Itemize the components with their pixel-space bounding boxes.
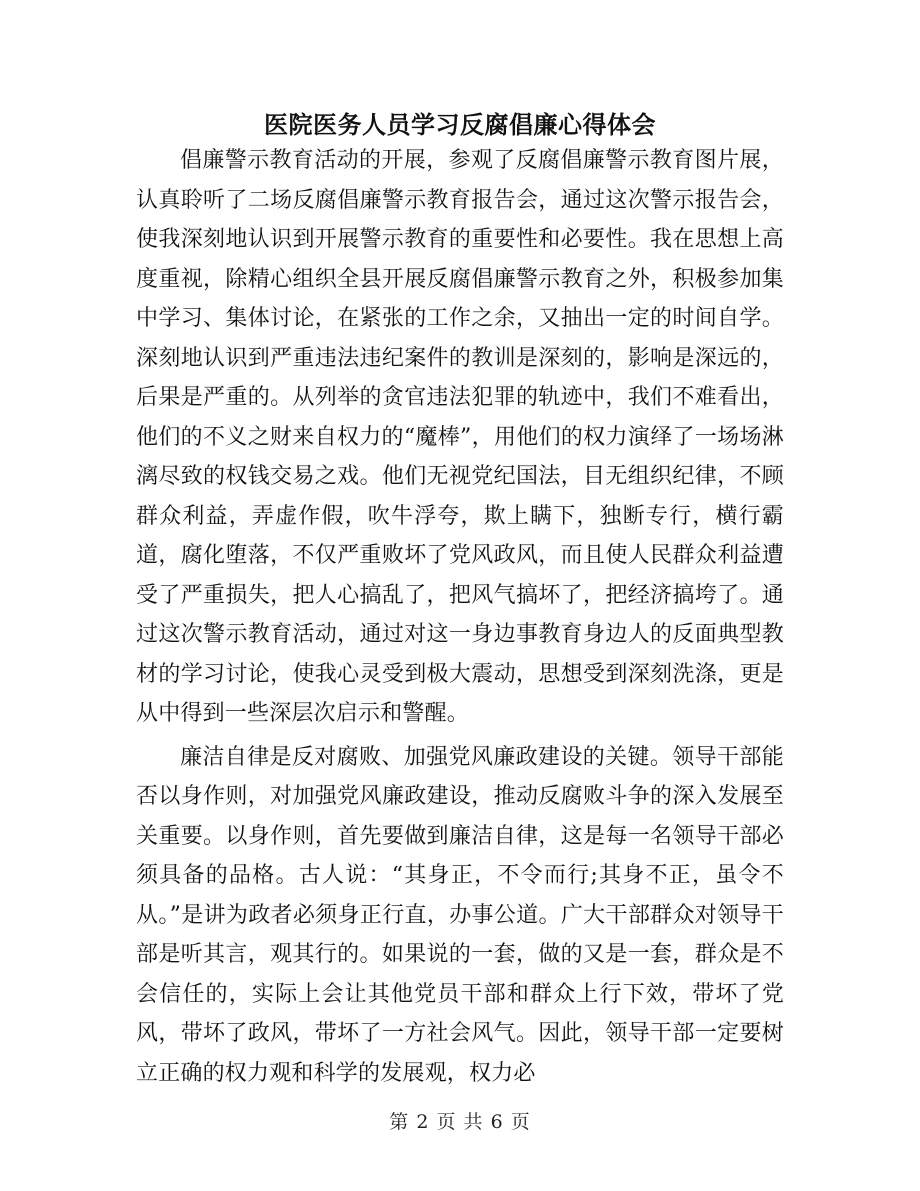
body-paragraph-2: 廉洁自律是反对腐败、加强党风廉政建设的关键。领导干部能否以身作则，对加强党风廉政建设，推动反腐败斗争的深入发展至关重要。以身作则，首先要做到廉洁自律，这是每一名领导干部必须具备的品格。古人说：“其身正，不令而行;其身不正，虽令不从。”是讲为政者必须身正行直，办事公道。广大干部群众对领导干部是听其言，观其行的。如果说的一套，做的又是一套，群众是不会信任的，实际上会让其他党员干部和群众上行下效，带坏了党风，带坏了政风，带坏了一方社会风气。因此，领导干部一定要树立正确的权力观和科学的发展观，权力必 — [136, 744, 784, 1086]
footer-current-page: 2 — [416, 1111, 430, 1133]
body-paragraph-1: 倡廉警示教育活动的开展，参观了反腐倡廉警示教育图片展，认真聆听了二场反腐倡廉警示教育报告会，通过这次警示报告会，使我深刻地认识到开展警示教育的重要性和必要性。我在思想上高度重视，除精心组织全县开展反腐倡廉警示教育之外，积极参加集中学习、集体讨论，在紧张的工作之余，又抽出一定的时间自学。深刻地认识到严重违法违纪案件的教训是深刻的，影响是深远的，后果是严重的。从列举的贪官违法犯罪的轨迹中，我们不难看出，他们的不义之财来自权力的“魔棒”，用他们的权力演绎了一场场淋漓尽致的权钱交易之戏。他们无视党纪国法，目无组织纪律，不顾群众利益，弄虚作假，吹牛浮夸，欺上瞒下，独断专行，横行霸道，腐化堕落，不仅严重败坏了党风政风，而且使人民群众利益遭受了严重损失，把人心搞乱了，把风气搞坏了，把经济搞垮了。通过这次警示教育活动，通过对这一身边事教育身边人的反面典型教材的学习讨论，使我心灵受到极大震动，思想受到深刻洗涤，更是从中得到一些深层次启示和警醒。 — [136, 148, 784, 726]
footer-suffix: 页 — [510, 1111, 531, 1133]
document-body — [136, 141, 784, 1097]
document-title: 医院医务人员学习反腐倡廉心得体会 — [264, 110, 656, 139]
footer-total-pages: 6 — [490, 1111, 504, 1133]
page-number-footer — [0, 1108, 920, 1136]
footer-middle-text: 页 共 — [436, 1111, 484, 1133]
footer-prefix: 第 — [389, 1111, 410, 1133]
